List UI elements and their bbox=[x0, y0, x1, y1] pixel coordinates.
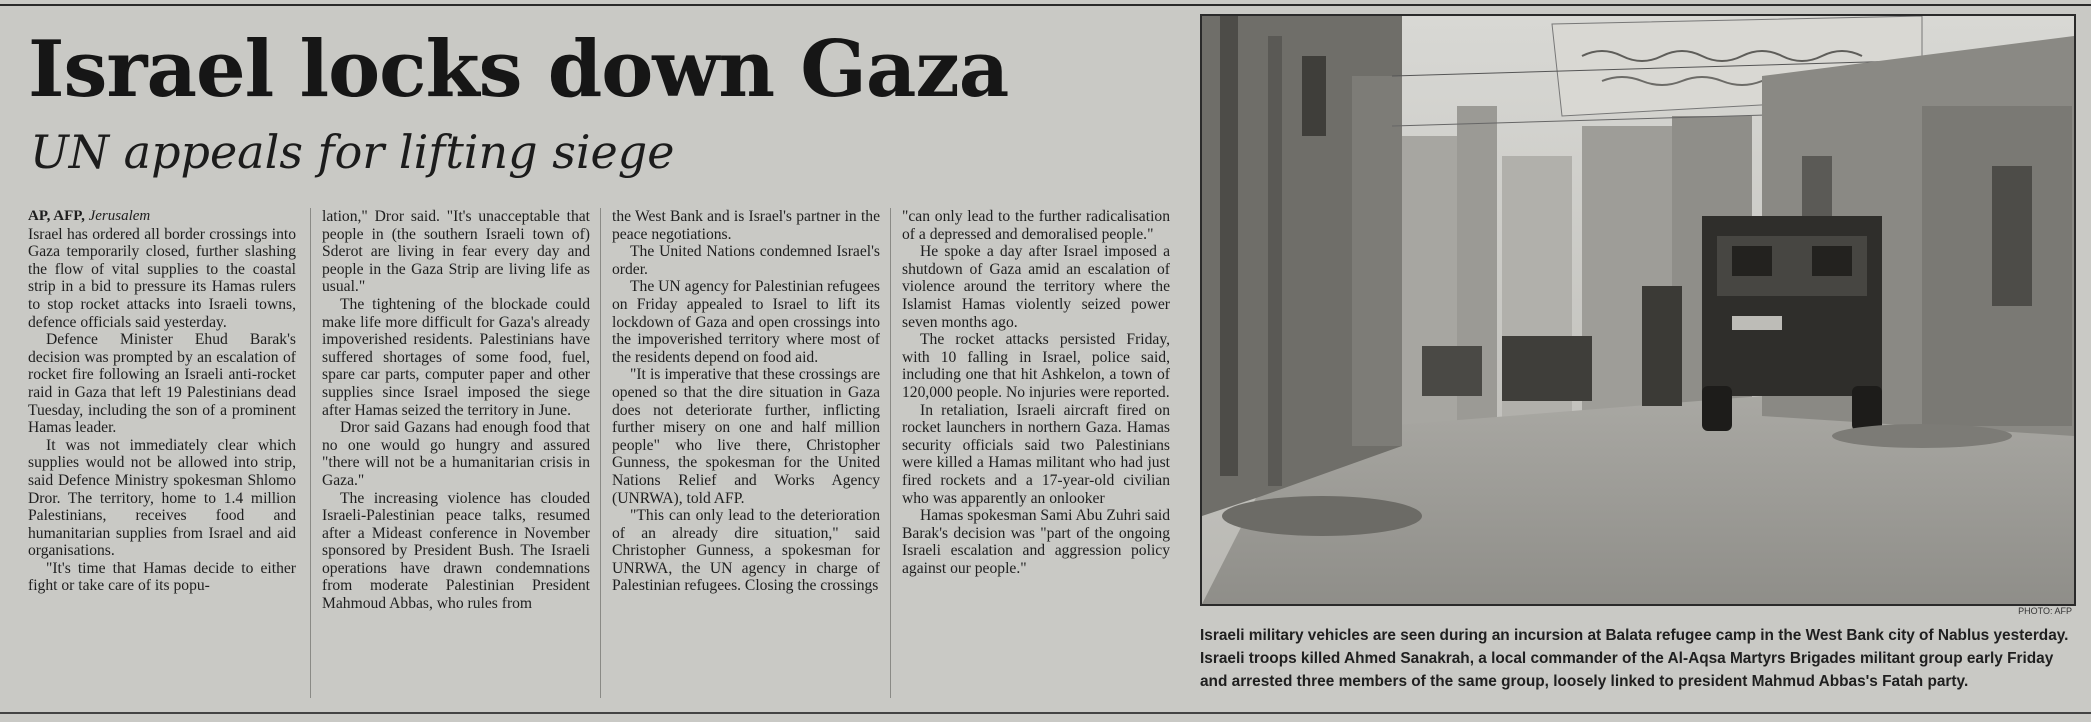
article-column-4 bbox=[902, 208, 1170, 577]
paragraph: the West Bank and is Israel's partner in the peace negotiations. bbox=[612, 208, 880, 243]
byline-location: Jerusalem bbox=[88, 208, 151, 224]
paragraph: The United Nations condemned Israel's order. bbox=[612, 243, 880, 278]
photo-caption: Israeli military vehicles are seen during an incursion at Balata refugee camp in the West Bank city of Nablus yesterday. Israeli troops killed Ahmed Sanakrah, a local commander of the Al-Aqsa Martyrs Brigades militant group early Friday and arrested three members of the same group, loosely linked to president Mahmud Abbas's Fatah party. bbox=[1200, 627, 2069, 690]
paragraph: Dror said Gazans had enough food that no one would go hungry and assured "there will not be a humanitarian crisis in Gaza." bbox=[322, 419, 590, 489]
article-column-1 bbox=[28, 208, 296, 595]
paragraph: Defence Minister Ehud Barak's decision was prompted by an escalation of rocket fire following an Israeli anti-rocket raid in Gaza that left 19 Palestinians dead Tuesday, including the son of a prominent Hamas leader. bbox=[28, 331, 296, 437]
paragraph: "It is imperative that these crossings are opened so that the dire situation in Gaza does not deteriorate further, inflicting further misery on one and half million people" who live there, Christopher Gunness, the spokesman for the United Nations Relief and Works Agency (UNRWA), told AFP. bbox=[612, 366, 880, 507]
column-divider bbox=[890, 208, 891, 698]
top-rule bbox=[0, 4, 2091, 6]
paragraph: "This can only lead to the deterioration of an already dire situation," said Christopher Gunness, a spokesman for UNRWA, the UN agency in charge of Palestinian refugees. Closing the crossings bbox=[612, 507, 880, 595]
paragraph: "can only lead to the further radicalisation of a depressed and demoralised people." bbox=[902, 208, 1170, 243]
byline bbox=[28, 208, 296, 226]
headline: Israel locks down Gaza bbox=[28, 24, 1009, 115]
paragraph: The tightening of the blockade could make life more difficult for Gaza's already impoverished residents. Palestinians have suffered shortages of some food, fuel, spare car parts, computer paper and other supplies since Israel imposed the siege after Hamas seized the territory in June. bbox=[322, 295, 590, 419]
byline-agencies: AP, AFP, bbox=[28, 208, 85, 224]
paragraph: In retaliation, Israeli aircraft fired on rocket launchers in northern Gaza. Hamas security officials said two Palestinians were killed a Hamas militant who had just fired rockets and a 17-year-old civilian who was apparently an onlooker bbox=[902, 401, 1170, 507]
news-photo bbox=[1200, 14, 2076, 606]
bottom-rule bbox=[0, 712, 2091, 714]
street-scene-illustration bbox=[1202, 16, 2074, 604]
column-divider bbox=[600, 208, 601, 698]
article-column-3 bbox=[612, 208, 880, 595]
paragraph: Hamas spokesman Sami Abu Zuhri said Barak's decision was "part of the ongoing Israeli escalation and aggression policy against our people." bbox=[902, 507, 1170, 577]
paragraph: "It's time that Hamas decide to either fight or take care of its popu- bbox=[28, 559, 296, 595]
paragraph: He spoke a day after Israel imposed a shutdown of Gaza amid an escalation of violence around the territory where the Islamist Hamas violently seized power seven months ago. bbox=[902, 243, 1170, 331]
article-column-2 bbox=[322, 208, 590, 613]
subheadline: UN appeals for lifting siege bbox=[30, 125, 675, 179]
paragraph: The UN agency for Palestinian refugees on Friday appealed to Israel to lift its lockdown of Gaza and open crossings into the impoverished territory where most of the residents depend on food aid. bbox=[612, 278, 880, 366]
photo-credit: PHOTO: AFP bbox=[2018, 606, 2072, 616]
paragraph: Israel has ordered all border crossings into Gaza temporarily closed, further slashing the flow of vital supplies to the coastal strip in a bid to pressure its Hamas rulers to stop rocket attacks into Israeli towns, defence officials said yesterday. bbox=[28, 225, 296, 331]
paragraph: The increasing violence has clouded Israeli-Palestinian peace talks, resumed after a Mideast conference in November sponsored by President Bush. The Israeli operations have drawn condemnations from moderate Palestinian President Mahmoud Abbas, who rules from bbox=[322, 489, 590, 613]
paragraph: lation," Dror said. "It's unacceptable that people in (the southern Israeli town of) Sderot are living in fear every day and people in the Gaza Strip are living life as usual." bbox=[322, 208, 590, 296]
paragraph: The rocket attacks persisted Friday, with 10 falling in Israel, police said, including one that hit Ashkelon, a town of 120,000 people. No injuries were reported. bbox=[902, 331, 1170, 401]
column-divider bbox=[310, 208, 311, 698]
paragraph: It was not immediately clear which supplies would not be allowed into strip, said Defence Ministry spokesman Shlomo Dror. The territory, home to 1.4 million Palestinians, receives food and humanitarian supplies from Israel and aid organisations. bbox=[28, 436, 296, 560]
